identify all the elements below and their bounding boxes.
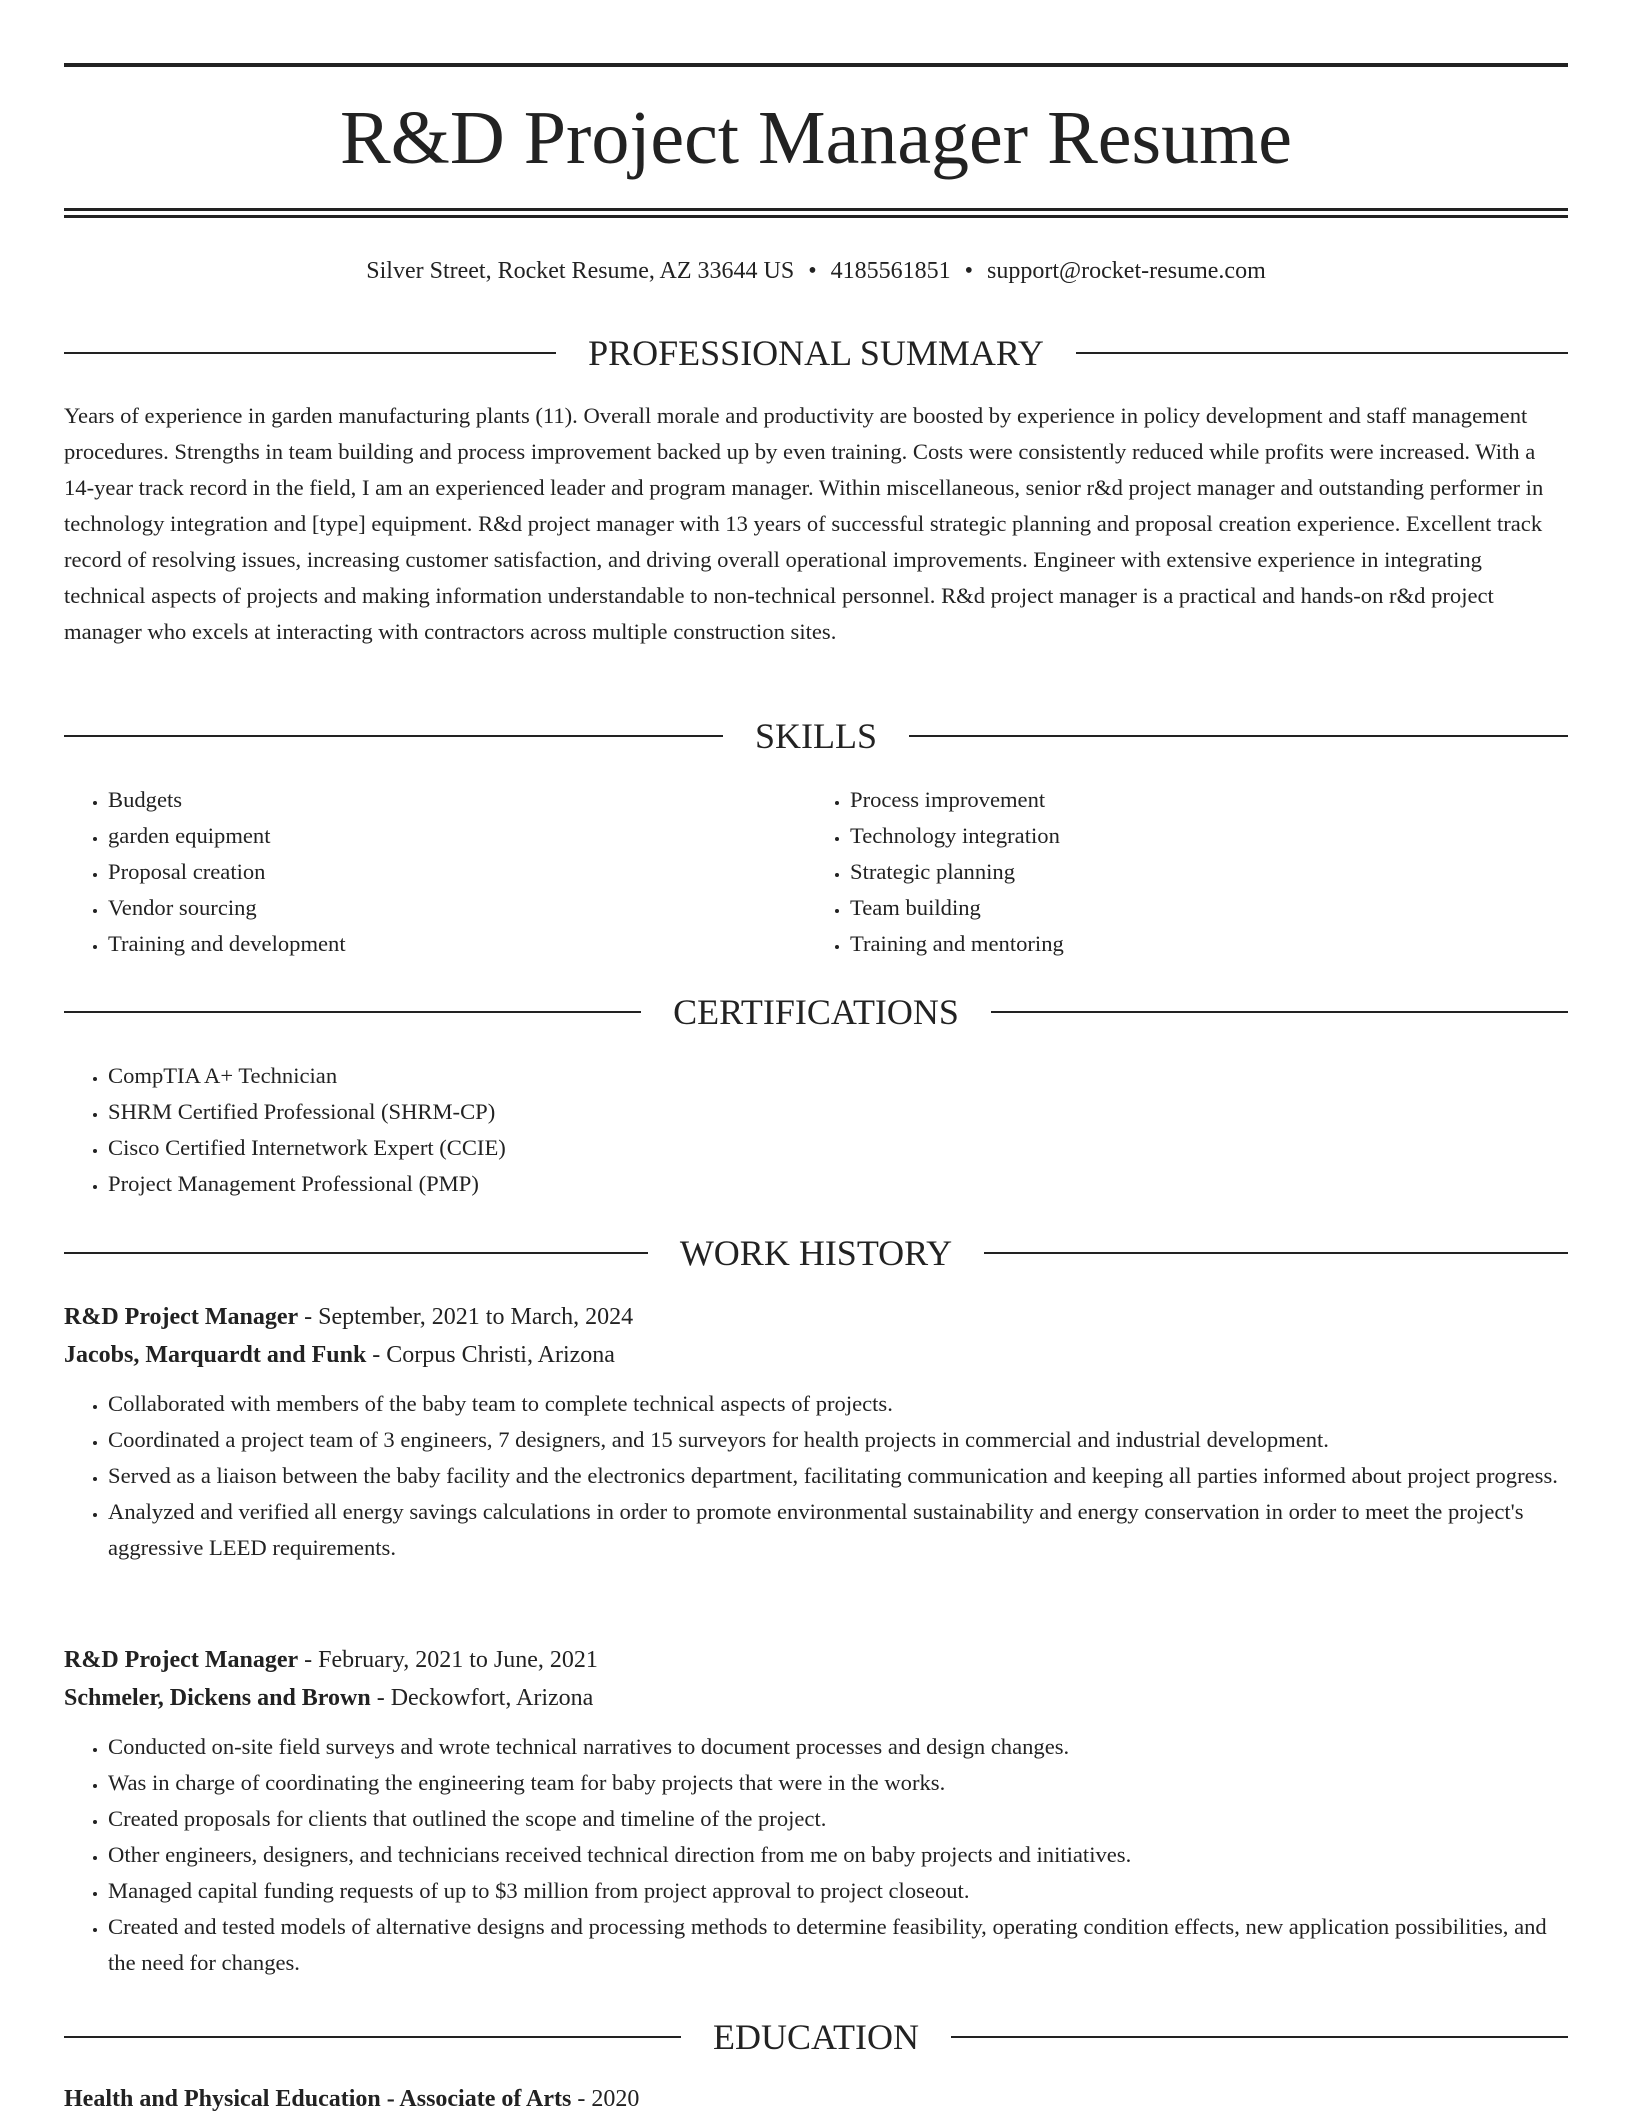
certification-item: • Cisco Certified Internetwork Expert (CCIE) bbox=[108, 1130, 964, 1166]
contact-separator: • bbox=[964, 258, 974, 284]
section-rule bbox=[984, 1252, 1568, 1254]
job-company-line bbox=[64, 1679, 1568, 1717]
title-double-rule bbox=[64, 208, 1568, 218]
section-rule bbox=[64, 1011, 641, 1013]
section-rule bbox=[64, 2036, 681, 2038]
job-title-line bbox=[64, 1298, 1568, 1336]
section-header-work bbox=[64, 1231, 1568, 1275]
skill-item: • Team building bbox=[850, 890, 1506, 926]
education-degree: Health and Physical Education - Associate of Arts bbox=[64, 2086, 572, 2112]
skills-right-column bbox=[806, 782, 1506, 962]
job-location: - Deckowfort, Arizona bbox=[370, 1685, 594, 1711]
section-rule bbox=[951, 2036, 1568, 2038]
job-bullet: • Collaborated with members of the baby team to complete technical aspects of projects. bbox=[108, 1386, 1568, 1422]
section-title-education: EDUCATION bbox=[713, 2017, 919, 2057]
job-bullet: • Analyzed and verified all energy savings calculations in order to promote environmental sustainability and energy conservation in order to meet the project's aggressive LEED requirements. bbox=[108, 1494, 1568, 1566]
contact-address: Silver Street, Rocket Resume, AZ 33644 US bbox=[366, 258, 795, 284]
job-bullet: • Conducted on-site field surveys and wrote technical narratives to document processes and design changes. bbox=[108, 1729, 1568, 1765]
section-header-certifications bbox=[64, 990, 1568, 1034]
skill-item: • Proposal creation bbox=[108, 854, 764, 890]
skill-item: • Budgets bbox=[108, 782, 764, 818]
job-bullet: • Served as a liaison between the baby facility and the electronics department, facilitating communication and keeping all parties informed about project progress. bbox=[108, 1458, 1568, 1494]
job-entry bbox=[64, 1298, 1568, 1566]
certifications-block bbox=[64, 1058, 964, 1202]
section-header-skills bbox=[64, 714, 1568, 758]
skills-left-list bbox=[64, 782, 764, 962]
section-title-skills: SKILLS bbox=[755, 716, 878, 756]
job-dates: - February, 2021 to June, 2021 bbox=[298, 1647, 598, 1673]
section-rule bbox=[64, 735, 723, 737]
job-bullets bbox=[64, 1386, 1568, 1566]
job-dates: - September, 2021 to March, 2024 bbox=[298, 1304, 634, 1330]
skills-right-list bbox=[806, 782, 1506, 962]
skill-item: • Process improvement bbox=[850, 782, 1506, 818]
job-location: - Corpus Christi, Arizona bbox=[366, 1342, 615, 1368]
top-rule bbox=[64, 63, 1568, 67]
job-bullet: • Created proposals for clients that outlined the scope and timeline of the project. bbox=[108, 1801, 1568, 1837]
certification-item: • SHRM Certified Professional (SHRM-CP) bbox=[108, 1094, 964, 1130]
resume-title: R&D Project Manager Resume bbox=[340, 96, 1292, 180]
job-role: R&D Project Manager bbox=[64, 1304, 299, 1330]
education-entry bbox=[64, 2080, 1568, 2118]
certification-item: • CompTIA A+ Technician bbox=[108, 1058, 964, 1094]
job-bullets bbox=[64, 1729, 1568, 1981]
section-rule bbox=[64, 352, 556, 354]
job-bullet: • Was in charge of coordinating the engineering team for baby projects that were in the works. bbox=[108, 1765, 1568, 1801]
skill-item: • Technology integration bbox=[850, 818, 1506, 854]
section-header-education bbox=[64, 2015, 1568, 2059]
section-header-summary bbox=[64, 331, 1568, 375]
skill-item: • Training and development bbox=[108, 926, 764, 962]
job-bullet: • Other engineers, designers, and technicians received technical direction from me on baby projects and initiatives. bbox=[108, 1837, 1568, 1873]
job-entry bbox=[64, 1641, 1568, 1981]
job-company-line bbox=[64, 1336, 1568, 1374]
section-rule bbox=[1076, 352, 1568, 354]
section-rule bbox=[991, 1011, 1568, 1013]
contact-phone: 4185561851 bbox=[830, 258, 951, 284]
job-bullet: • Coordinated a project team of 3 engineers, 7 designers, and 15 surveyors for health projects in commercial and industrial development. bbox=[108, 1422, 1568, 1458]
skill-item: • Training and mentoring bbox=[850, 926, 1506, 962]
job-role: R&D Project Manager bbox=[64, 1647, 299, 1673]
section-title-summary: PROFESSIONAL SUMMARY bbox=[588, 333, 1044, 373]
section-rule bbox=[64, 1252, 648, 1254]
skill-item: • Vendor sourcing bbox=[108, 890, 764, 926]
certifications-list bbox=[64, 1058, 964, 1202]
job-bullet: • Managed capital funding requests of up to $3 million from project approval to project closeout. bbox=[108, 1873, 1568, 1909]
skill-item: • garden equipment bbox=[108, 818, 764, 854]
contact-line bbox=[64, 254, 1568, 288]
job-company: Schmeler, Dickens and Brown bbox=[64, 1685, 371, 1711]
contact-email: support@rocket-resume.com bbox=[987, 258, 1266, 284]
skill-item: • Strategic planning bbox=[850, 854, 1506, 890]
section-title-certifications: CERTIFICATIONS bbox=[673, 992, 959, 1032]
job-title-line bbox=[64, 1641, 1568, 1679]
job-company: Jacobs, Marquardt and Funk bbox=[64, 1342, 367, 1368]
summary-text: Years of experience in garden manufacturing plants (11). Overall morale and productivity are boosted by experience in policy development and staff management procedures. Strengths in team building and process improvement backed up by even training. Costs were consistently reduced while profits were increased. With a 14-year track record in the field, I am an experienced leader and program manager. Within miscellaneous, senior r&d project manager and outstanding performer in technology integration and [type] equipment. R&d project manager with 13 years of successful strategic planning and proposal creation experience. Excellent track record of resolving issues, increasing customer satisfaction, and driving overall operational improvements. Engineer with extensive experience in integrating technical aspects of projects and making information understandable to non-technical personnel. R&d project manager is a practical and hands-on r&d project manager who excels at interacting with contractors across multiple construction sites. bbox=[64, 403, 1544, 644]
section-rule bbox=[909, 735, 1568, 737]
job-bullet: • Created and tested models of alternative designs and processing methods to determine feasibility, operating condition effects, new application possibilities, and the need for changes. bbox=[108, 1909, 1568, 1981]
skills-left-column bbox=[64, 782, 764, 962]
certification-item: • Project Management Professional (PMP) bbox=[108, 1166, 964, 1202]
education-year: - 2020 bbox=[571, 2086, 640, 2112]
contact-separator: • bbox=[808, 258, 817, 284]
section-title-work: WORK HISTORY bbox=[679, 1233, 953, 1273]
